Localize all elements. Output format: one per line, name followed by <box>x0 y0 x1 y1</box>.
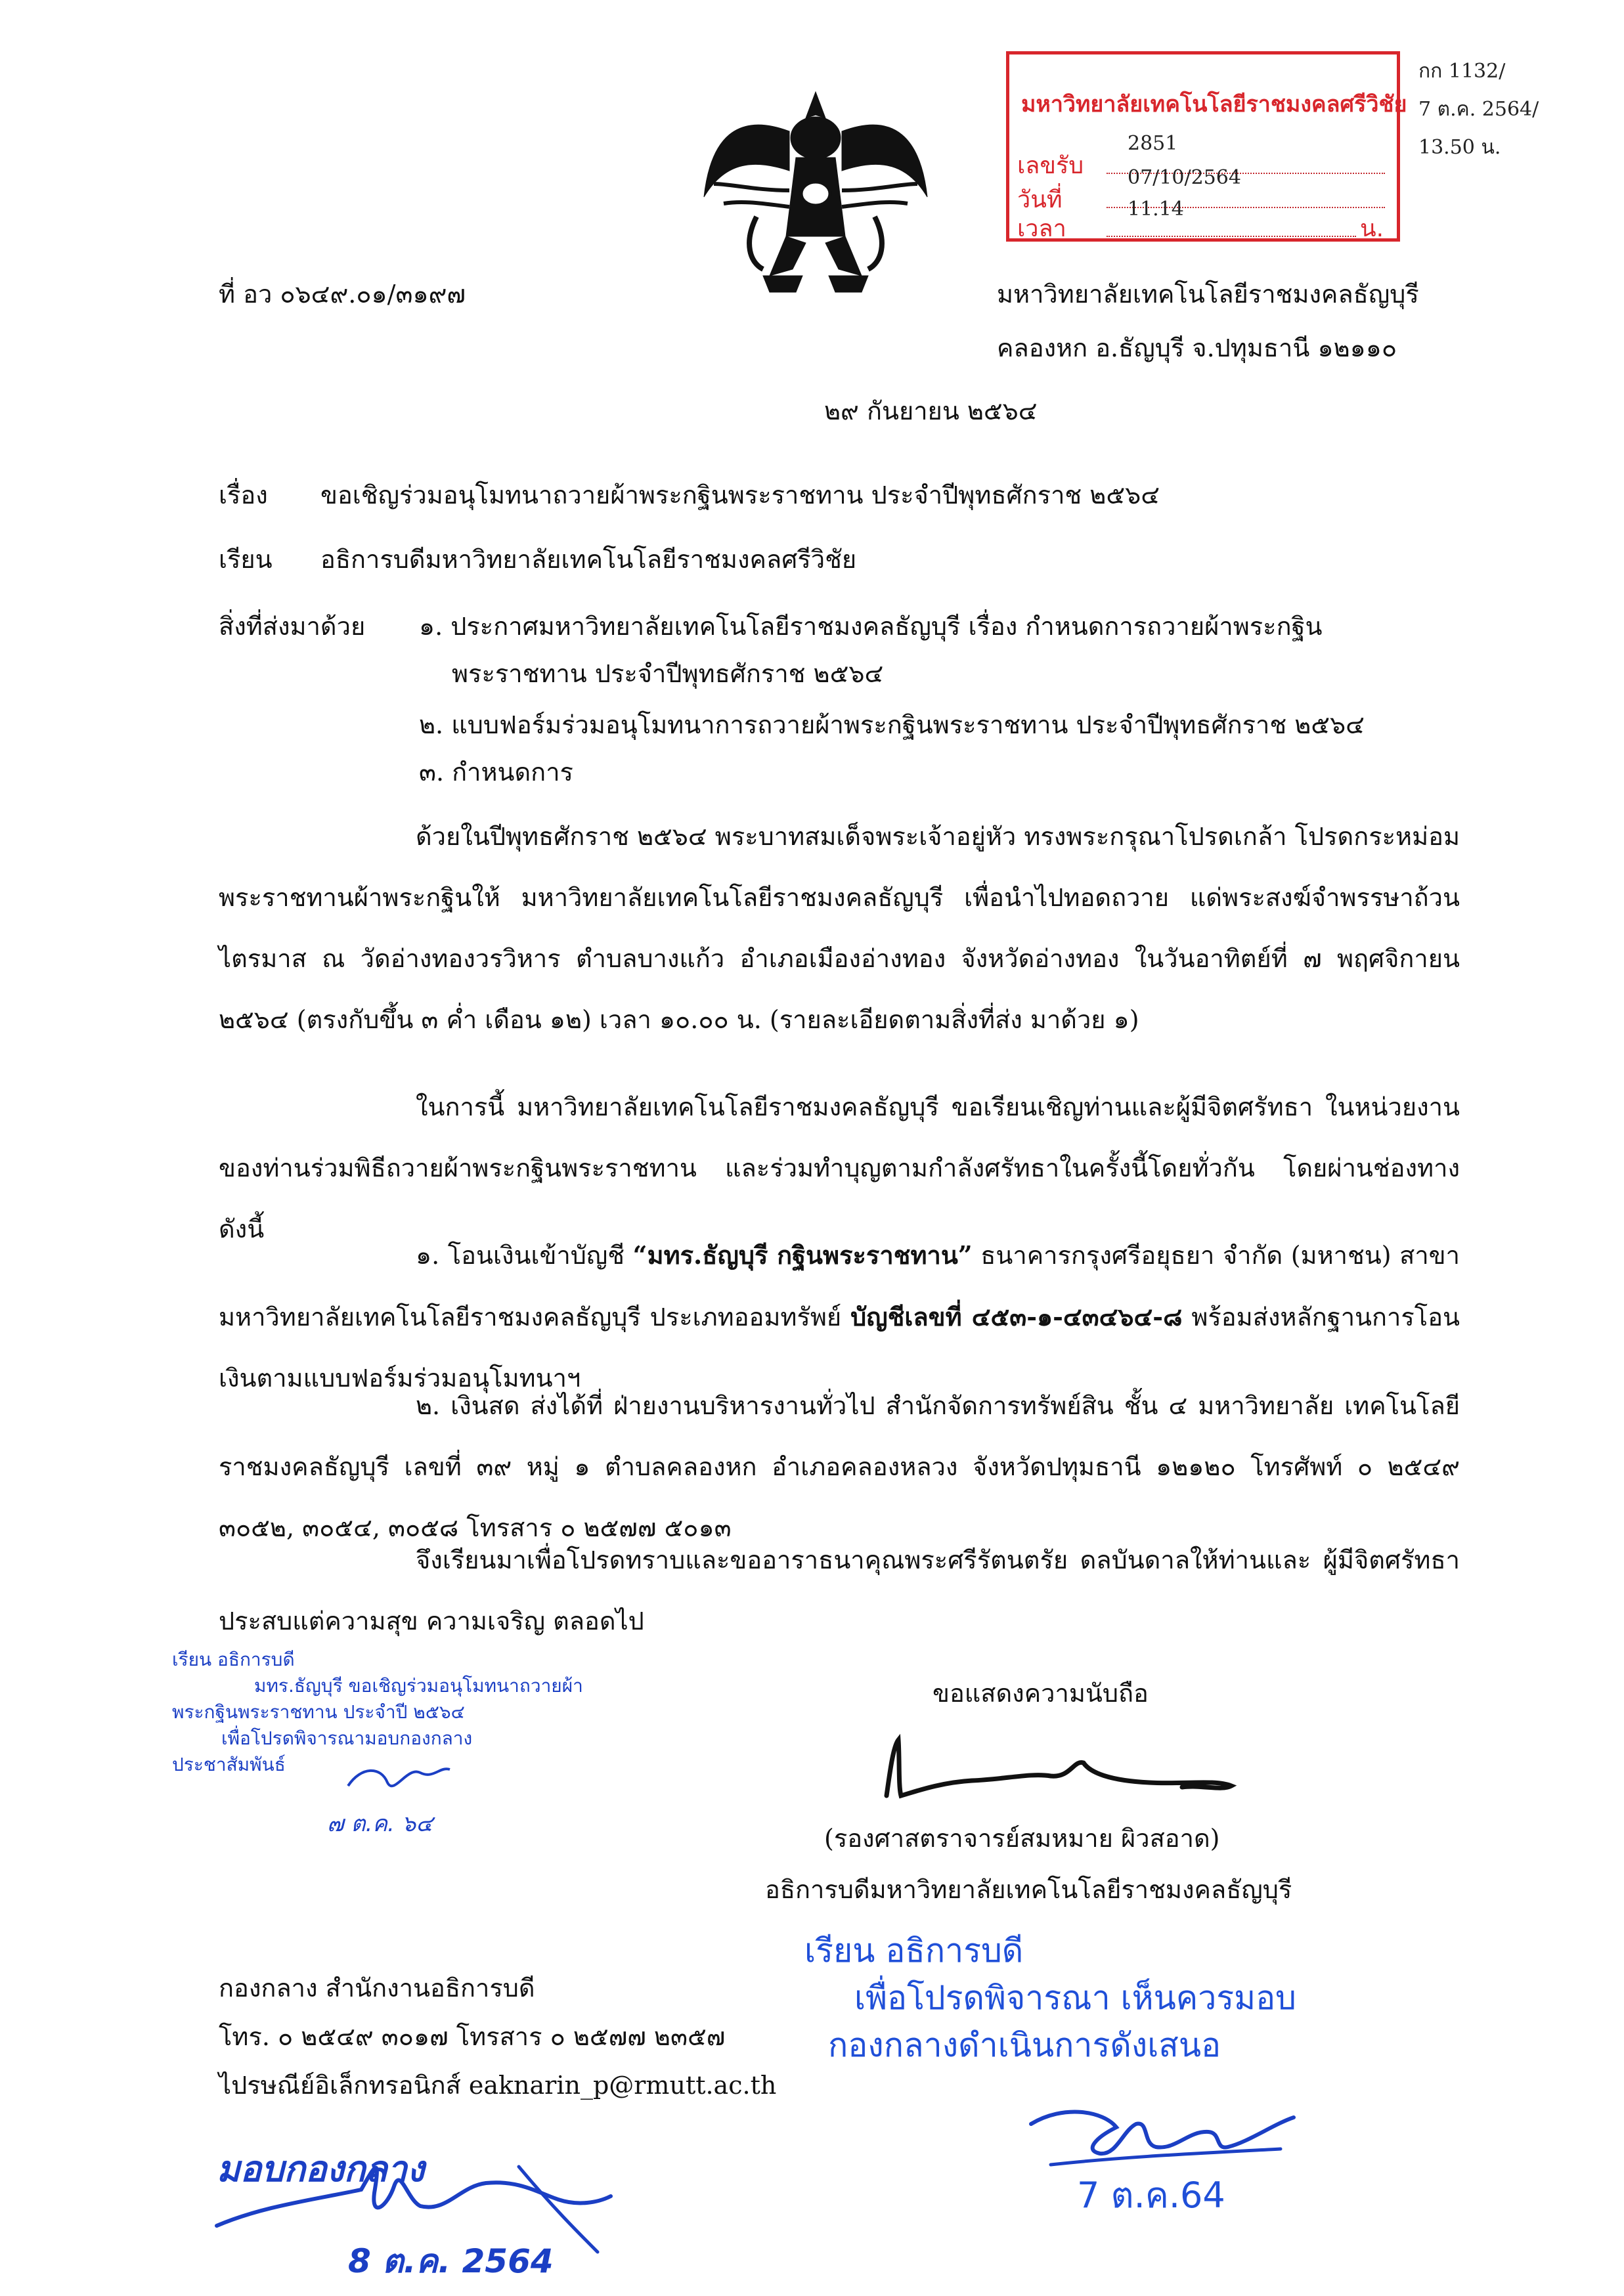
to-text: อธิการบดีมหาวิทยาลัยเทคโนโลยีราชมงคลศรีวิชัย <box>320 545 857 574</box>
channel-transfer-text: ธนาคารกรุงศรีอยุธยา จำกัด (มหาชน) สาขามหาวิทยาลัยเทคโนโลยีราชมงคลธัญบุรี ประเภทออมทรัพย์ <box>219 1241 1460 1332</box>
signer-name: (รองศาสตราจารย์สมหมาย ผิวสอาด) <box>824 1824 1220 1853</box>
paragraph-closing: จึงเรียนมาเพื่อโปรดทราบและขออาราธนาคุณพระศรีรัตนตรัย ดลบันดาลให้ท่านและ ผู้มีจิตศรัทธา ประสบแต่ความสุข ความเจริญ ตลอดไป <box>219 1546 1460 1635</box>
channel-transfer-text: ๑. โอนเงินเข้าบัญชี <box>416 1241 633 1270</box>
endorsement-line: เรียน อธิการบดี <box>804 1932 1024 1970</box>
contact-office: กองกลาง สำนักงานอธิการบดี <box>219 1974 535 2003</box>
stamp-date-value: 07/10/2564 <box>1128 166 1241 189</box>
sender-name: มหาวิทยาลัยเทคโนโลยีราชมงคลธัญบุรี <box>997 280 1419 309</box>
enclosure-item: ๑. ประกาศมหาวิทยาลัยเทคโนโลยีราชมงคลธัญบุรี เรื่อง กำหนดการถวายผ้าพระกฐิน <box>419 612 1323 641</box>
handnote-line: เพื่อโปรดพิจารณามอบกองกลาง <box>221 1727 473 1749</box>
account-number: บัญชีเลขที่ ๔๕๓-๑-๔๓๔๖๔-๘ <box>850 1302 1183 1332</box>
handnote-bottom-text: มอบกองกลาง <box>217 2148 425 2190</box>
subject-label: เรื่อง <box>219 481 268 509</box>
handnote-line: ประชาสัมพันธ์ <box>172 1754 286 1775</box>
stamp-org: มหาวิทยาลัยเทคโนโลยีราชมงคลศรีวิชัย <box>1021 91 1407 118</box>
contact-email: ไปรษณีย์อิเล็กทรอนิกส์ eaknarin_p@rmutt.ac.th <box>219 2071 777 2100</box>
ref-no: ที่ อว ๐๖๔๙.๐๑/๓๑๙๗ <box>219 280 466 309</box>
endorsement-line: กองกลางดำเนินการดังเสนอ <box>828 2026 1221 2064</box>
signer-title: อธิการบดีมหาวิทยาลัยเทคโนโลยีราชมงคลธัญบุรี <box>765 1875 1292 1904</box>
handnote-left-date: ๗ ต.ค. ๖๔ <box>327 1811 433 1837</box>
handnote-line: มทร.ธัญบุรี ขอเชิญร่วมอนุโมทนาถวายผ้า <box>254 1675 583 1697</box>
handnote-line: พระกฐินพระราชทาน ประจำปี ๒๕๖๔ <box>172 1701 465 1723</box>
sender-address: คลองหก อ.ธัญบุรี จ.ปทุมธานี ๑๒๑๑๐ <box>997 334 1397 362</box>
handnote-bottom-date: 8 ต.ค. 2564 <box>348 2242 554 2280</box>
corner-note <box>1418 53 1539 167</box>
closing-salutation: ขอแสดงความนับถือ <box>933 1679 1149 1708</box>
receive-stamp <box>1006 51 1407 242</box>
enclosure-item: ๓. กำหนดการ <box>419 758 573 787</box>
endorsement-stamp <box>804 1927 1296 2069</box>
channel-cash: ๒. เงินสด ส่งได้ที่ ฝ่ายงานบริหารงานทั่วไป สำนักจัดการทรัพย์สิน ชั้น ๔ มหาวิทยาลัย เทคโนโลยีราชมงคลธัญบุรี เลขที่ ๓๙ หมู่ ๑ ตำบลคลองหก อำเภอคลองหลวง จังหวัดปทุมธานี ๑๒๑๒๐ โทรศัพท์ ๐ ๒๕๔๙ ๓๐๕๒, ๓๐๕๔, ๓๐๕๘ โทรสาร ๐ ๒๕๗๗ ๕๐๑๓ <box>219 1391 1460 1542</box>
enclosure-item: พระราชทาน ประจำปีพุทธศักราช ๒๕๖๔ <box>452 659 884 688</box>
endorsement-line: เพื่อโปรดพิจารณา เห็นควรมอบ <box>854 1979 1296 2017</box>
paragraph-invite: ในการนี้ มหาวิทยาลัยเทคโนโลยีราชมงคลธัญบุรี ขอเรียนเชิญท่านและผู้มีจิตศรัทธา ในหน่วยงานของท่านร่วมพิธีถวายผ้าพระกฐินพระราชทาน และร่วมทำบุญตามกำลังศรัทธาในครั้งนี้โดยทั่วกัน โดยผ่านช่องทางดังนี้ <box>219 1093 1460 1244</box>
corner-note-line: 7 ต.ค. 2564/ <box>1418 98 1539 121</box>
handnote-left <box>172 1647 583 1778</box>
subject-text: ขอเชิญร่วมอนุโมทนาถวายผ้าพระกฐินพระราชทาน ประจำปีพุทธศักราช ๒๕๖๔ <box>320 481 1160 509</box>
corner-note-line: 13.50 น. <box>1418 136 1501 159</box>
contact-phone: โทร. ๐ ๒๕๔๙ ๓๐๑๗ โทรสาร ๐ ๒๕๗๗ ๒๓๕๗ <box>219 2022 726 2051</box>
stamp-date-label: วันที่ <box>1017 186 1063 213</box>
stamp-time-label: เวลา <box>1017 215 1066 242</box>
channel-transfer-text: พร้อมส่งหลักฐานการโอนเงินตามแบบฟอร์มร่วมอนุโมทนาฯ <box>219 1303 1460 1393</box>
stamp-no-label: เลขรับ <box>1017 152 1084 179</box>
paragraph-intro: ด้วยในปีพุทธศักราช ๒๕๖๔ พระบาทสมเด็จพระเจ้าอยู่หัว ทรงพระกรุณาโปรดเกล้า โปรดกระหม่อมพระราชทานผ้าพระกฐินให้ มหาวิทยาลัยเทคโนโลยีราชมงคลธัญบุรี เพื่อนำไปทอดถวาย แด่พระสงฆ์จำพรรษาถ้วนไตรมาส ณ วัดอ่างทองวรวิหาร ตำบลบางแก้ว อำเภอเมืองอ่างทอง จังหวัดอ่างทอง ในวันอาทิตย์ที่ ๗ พฤศจิกายน ๒๕๖๔ (ตรงกับขึ้น ๓ ค่ำ เดือน ๑๒) เวลา ๑๐.๐๐ น. (รายละเอียดตามสิ่งที่ส่ง มาด้วย ๑) <box>219 822 1460 1034</box>
enclosures-label: สิ่งที่ส่งมาด้วย <box>219 612 366 641</box>
approval-signature <box>1024 2091 1300 2170</box>
to-label: เรียน <box>219 545 273 574</box>
corner-note-line: กก 1132/ <box>1418 60 1506 83</box>
stamp-time-unit: น. <box>1360 215 1384 242</box>
garuda-emblem <box>697 85 934 302</box>
approval-date: 7 ต.ค.64 <box>1077 2175 1225 2216</box>
handnote-line: เรียน อธิการบดี <box>172 1649 295 1670</box>
stamp-time-value: 11.14 <box>1128 198 1184 221</box>
letter-date: ๒๙ กันยายน ๒๕๖๔ <box>824 397 1038 425</box>
stamp-no-value: 2851 <box>1128 132 1178 155</box>
account-name: “มทร.ธัญบุรี กฐินพระราชทาน” <box>632 1240 973 1270</box>
signature <box>873 1733 1241 1806</box>
handwritten-initial-signature <box>341 1760 453 1806</box>
enclosure-item: ๒. แบบฟอร์มร่วมอนุโมทนาการถวายผ้าพระกฐินพระราชทาน ประจำปีพุทธศักราช ๒๕๖๔ <box>419 710 1365 739</box>
